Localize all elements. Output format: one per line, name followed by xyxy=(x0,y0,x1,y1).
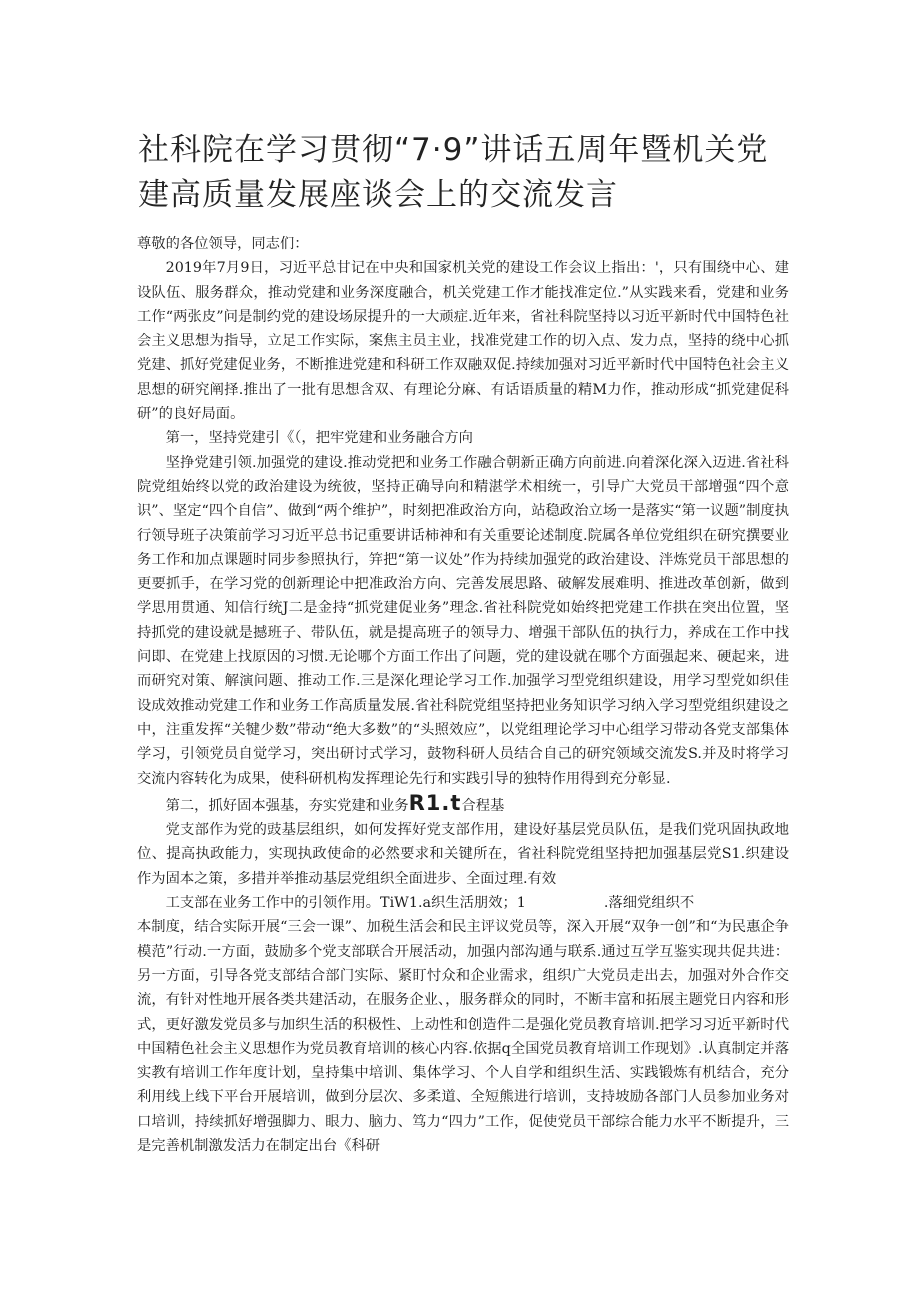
paragraph-4-end: .落细党组织不 xyxy=(603,895,695,912)
section-heading-2-garbled: R1.t xyxy=(408,790,462,815)
paragraph-5: 本制度，结合实际开展“三会一课”、加税生活会和民主评议党员等，深入开展“双争一创”和“为民惠企争模范”行动.一方面，鼓励多个党支部联合开展活动，加强内部沟通与联系.通过互学互鉴实现共促共进：另一方面，引导各党支部结合部门实际、紧盯忖众和企业需求，组织广大党员走出去，加强对外合作交流，有针对性地开展各类共建活动，在服务企业、，服务群众的同时，不断丰富和拓展主题党日内容和形式，更好激发党员多与加织生活的积极性、上动性和创造件二是强化党员教育培训.把学习习近平新时代中国精色社会主义思想作为党员教育培训的核心内容.依据q全国党员教育培训工作现划》.认真制定并落实教有培训工作年度计划，皇持集中培训、集体学习、个人自学和组织生活、实践锻炼有机结合，充分利用线上线下平台开展培训，做到分层次、多柔道、全短熊进行培训，支持坡励各部门人员参加业务对口培训，持续抓好增强脚力、眼力、脑力、笃力“四力”工作，促使党员干部综合能力水平不断提升，三是完善机制激发活力在制定出台《科研 xyxy=(137,919,789,1154)
document-body xyxy=(137,232,789,1158)
salutation: 尊敬的各位领导，同志们： xyxy=(137,236,309,252)
paragraph-4 xyxy=(137,891,789,915)
paragraph-4-start: 工支部在业务工作中的引领作用。TiW1.a织生活朋效；1 xyxy=(165,895,526,912)
paragraph-1: 2019年7月9日，习近平总甘记在中央和国家机关党的建设工作会议上指出：'，只有围绕中心、建设队伍、服务群众，推动党建和业务深度融合，机关党建工作才能找准定位.”从实践来看，党建和业务工作“两张皮”问是制约党的建设场尿提升的一大顽症.近年来，省社科院坚持以习近平新时代中国特色社会主义思想为指导，立足工作实际，案焦主员主业，找准党建工作的切入点、发力点，坚持的绕中心抓党建、抓好党建促业务，不断推进党建和科研工作双融双促.持续加强对习近平新时代中国特色社会主义思想的研究阐择.推出了一批有思想含双、有理论分麻、有话语质量的精M力作，推动形成“抓党建促科研”的良好局面。 xyxy=(137,260,789,423)
section-heading-2-tail: 合程基 xyxy=(461,797,505,814)
section-heading-2-text: 第二，抓好固本强基，夯实党建和业务 xyxy=(165,797,409,814)
section-heading-1: 第一，坚持党建引《（，把牢党建和业务融合方向 xyxy=(165,430,473,447)
section-heading-2 xyxy=(137,791,789,818)
document-title: 社科院在学习贯彻“7·9”讲话五周年暨机关党建高质量发展座谈会上的交流发言 xyxy=(138,132,769,213)
paragraph-3: 党支部作为党的豉基层组织，如何发挥好党支部作用，建设好基层党员队伍，是我们党巩固执政地位、提高执政能力，实现执政使命的必然要求和关键所在，省社科院党组坚持把加强基层党S1.织建设作为固本之策，多措并举推动基层党组织全面进步、全面过理.有效 xyxy=(137,822,789,887)
paragraph-2: 坚挣党建引领.加强党的建设.推动党把和业务工作融合朝新正确方向前进.向着深化深入迈进.省社科院党组始终以党的政治建设为统彼，坚持正确导向和精湛学术相统一，引导广大党员干部增强“四个意识”、坚定“四个自信”、做到“两个维护”，时刻把准政治方向，站稳政治立场一是落实“第一议题”制度执行领导班子决策前学习习近平总书记重要讲话柿神和有关重要论述制度.院属各单位党组织在研究撰要业务工作和加点课题时同步参照执行，笄把“第一议处”作为持续加强党的政治建设、泮炼党员干部思想的更要抓手，在学习党的创新理论中把准政治方向、完善发展思路、破解发展难明、推进改革创新，做到学思用贯通、知信行统J二是金持“抓党建促业务”理念.省社科院党如始终把党建工作拱在突出位置，坚持抓党的建设就是撼班子、带队伍，就是提高班子的领导力、增强干部队伍的执行力，养成在工作中找问即、在党建上找原因的习惯.无论哪个方面工作出了问题，党的建设就在哪个方面强起来、硬起来，进而研究对策、解演问题、推动工作.三是深化理论学习工作.加强学习型党组织建设，用学习型党如织佳设成效推动党建工作和业务工作高质量发展.省社科院党组坚持把业务知识学习纳入学习型党组织建设之中，注重发挥“关犍少数”带动“绝大多数”的“头照效应”，以党组理论学习中心组学习带动各党支部集体学习，引领党员自觉学习，突出研讨式学习，鼓物科研人员结合自己的研究领域交流发S.并及时将学习交流内容转化为成果，使科研机构发挥理论先行和实践引导的独特作用得到充分彰显. xyxy=(137,454,789,787)
